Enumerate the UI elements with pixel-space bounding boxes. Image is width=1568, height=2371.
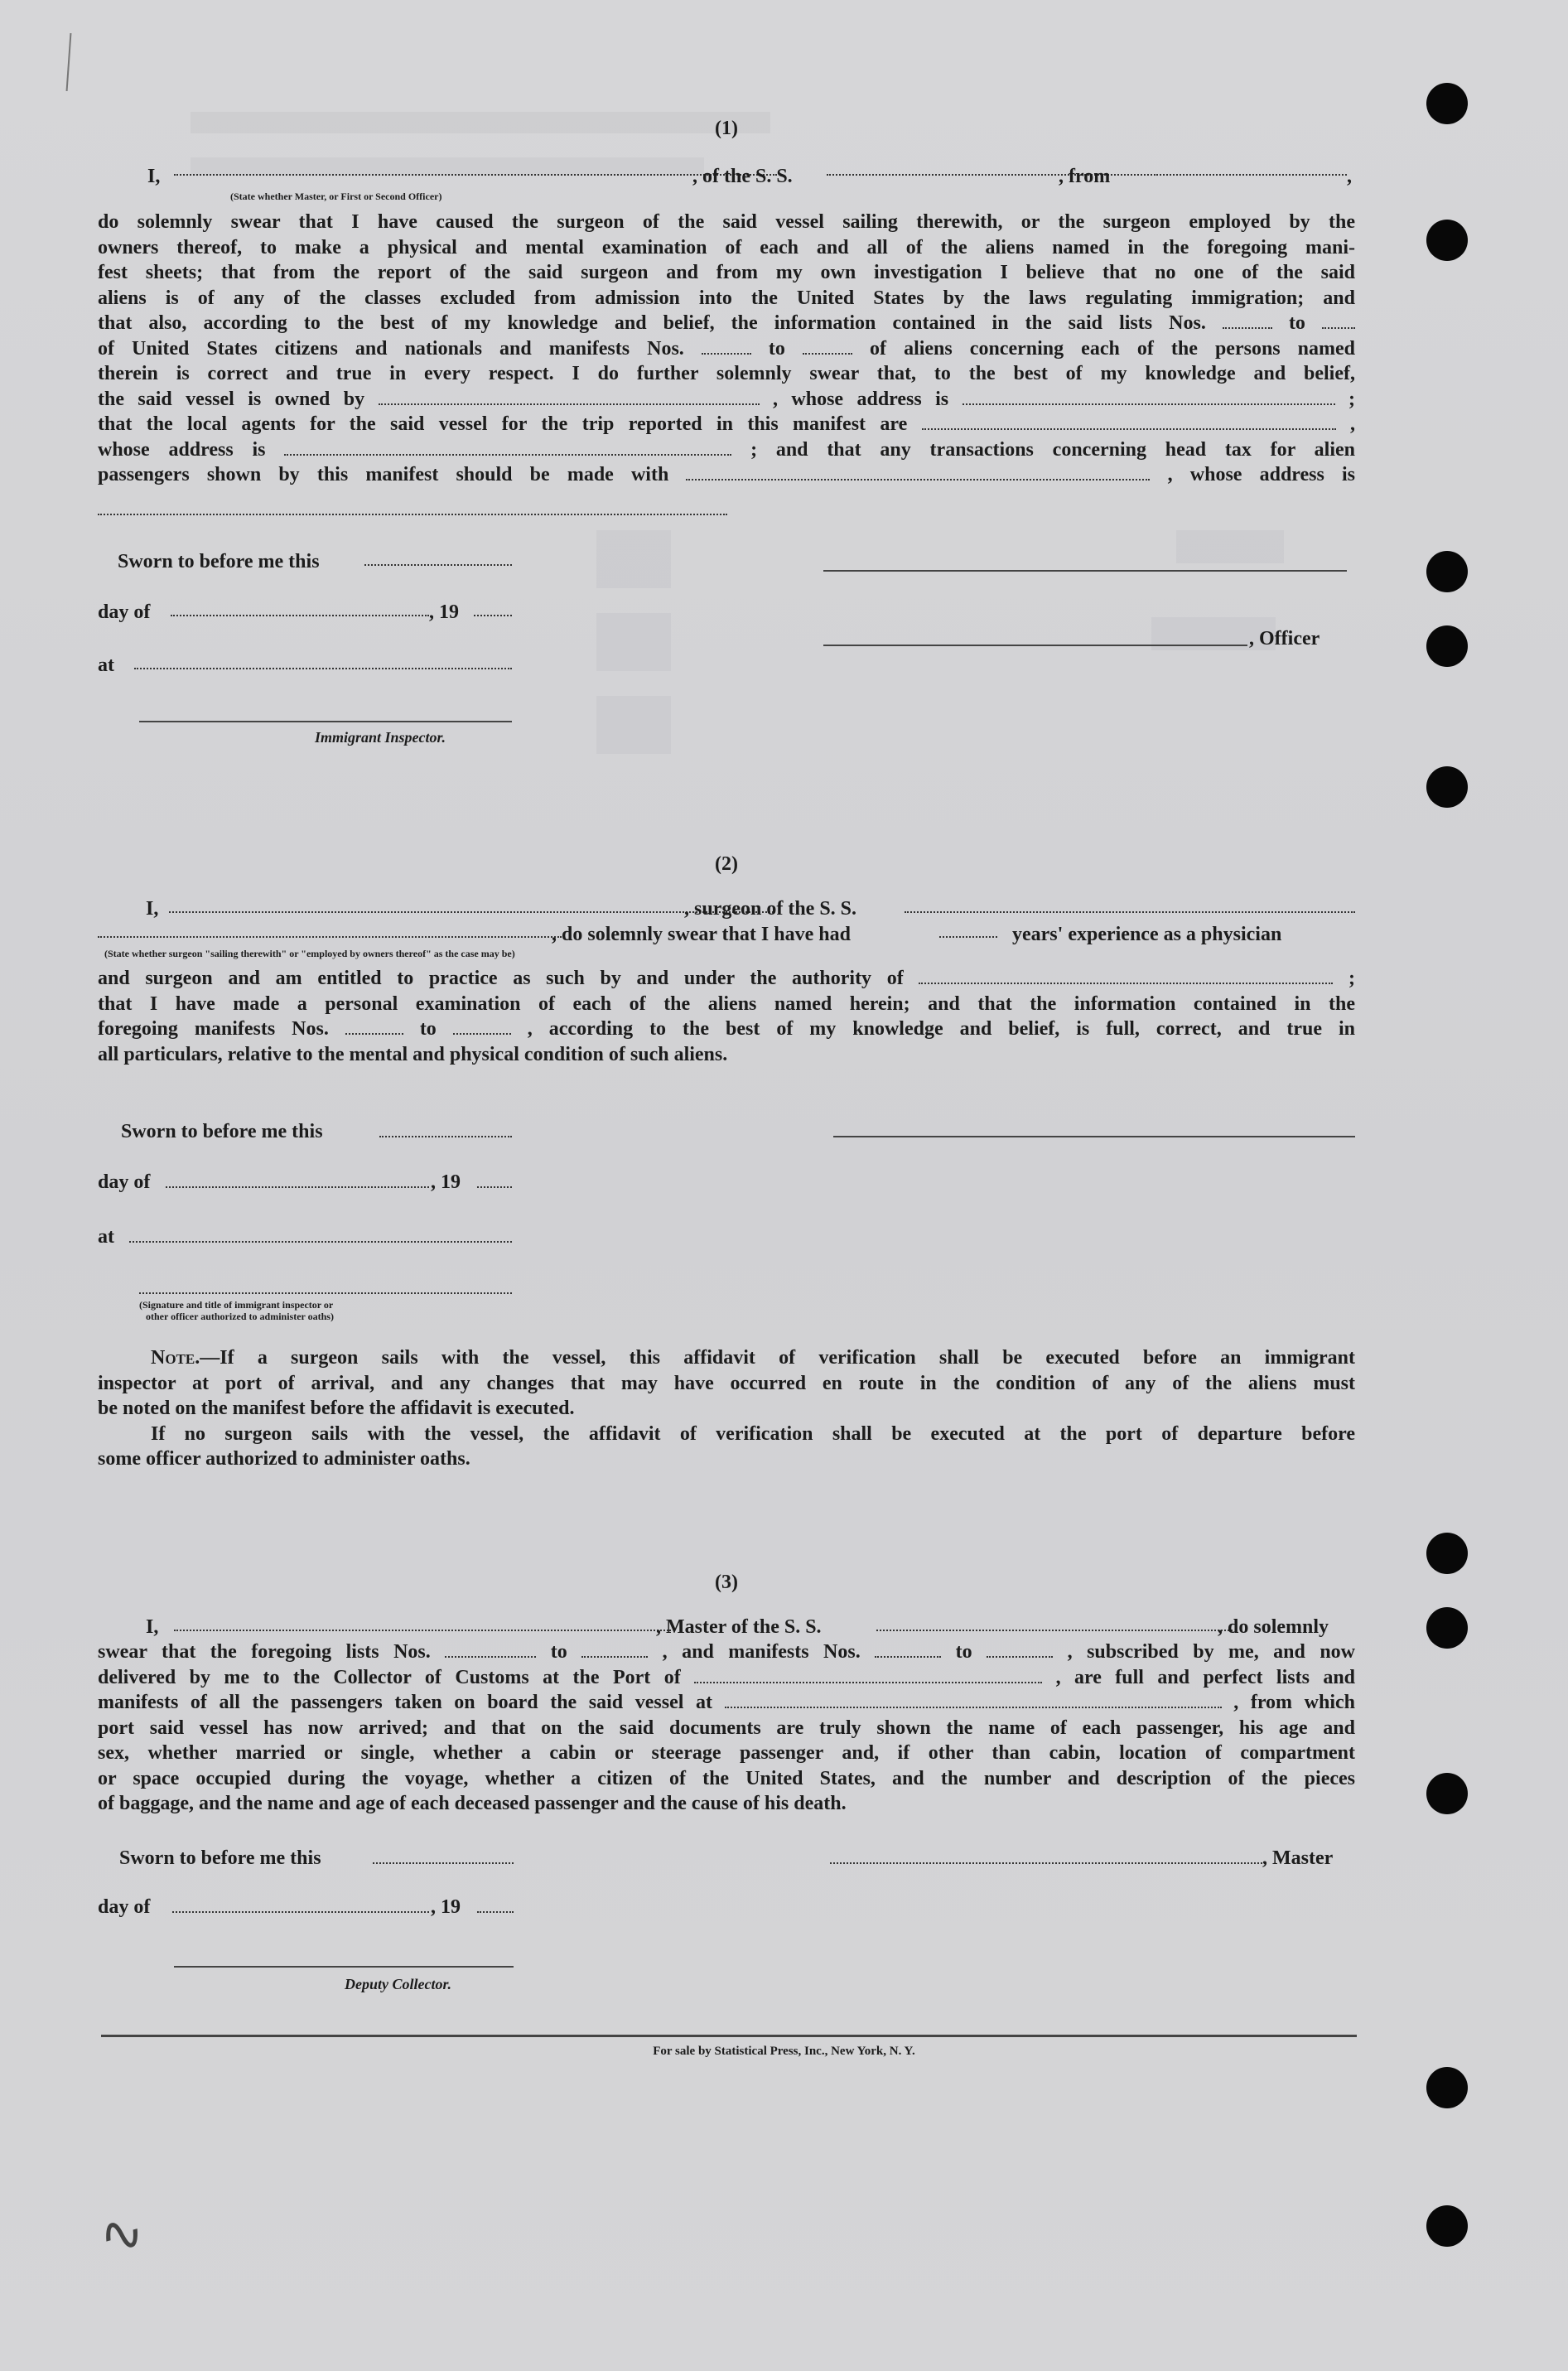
line-semicolon: ; [1348, 388, 1355, 410]
affidavit-line: of baggage, and the name and age of each deceased passenger and the cause of his death. [98, 1793, 847, 1814]
boarded-at-label: manifests of all the passengers taken on board the said vessel at [98, 1692, 713, 1713]
day-of-label: day of [98, 1896, 151, 1918]
day-of-label: day of [98, 601, 151, 623]
affidavit-line [98, 387, 1355, 413]
officer-name-field[interactable] [174, 174, 777, 176]
oath-pronoun: I, [147, 166, 161, 187]
affidavit-line: fest sheets; that from the report of the said surgeon and from my own investigation I believe that no one of the said [98, 262, 1355, 283]
affidavit-line [98, 1665, 1355, 1691]
section-number: (1) [715, 118, 738, 139]
page-edge-mark [66, 33, 72, 91]
owner-label: the said vessel is owned by [98, 388, 365, 410]
vessel-name-field[interactable] [905, 911, 1355, 913]
inspector-signature-line[interactable] [139, 1292, 512, 1294]
do-solemnly-label: , do solemnly [1218, 1616, 1329, 1638]
affidavit-line [98, 1690, 1355, 1716]
affidavit-line [98, 336, 1355, 362]
lists-clause: that also, according to the best of my knowledge and belief, the information contained in the said lists Nos. [98, 312, 1206, 334]
manifests-clause: of United States citizens and nationals and manifests Nos. [98, 337, 684, 360]
affidavit-line: owners thereof, to make a physical and mental examination of each and all of the aliens named in the foregoing mani- [98, 236, 1355, 258]
master-label: , Master [1262, 1847, 1334, 1869]
affidavit-line [98, 1639, 1355, 1665]
note-label: Note. [151, 1347, 200, 1369]
place-field[interactable] [134, 668, 512, 669]
affidavit-line: or space occupied during the voyage, whether a citizen of the United States, and the number and description of the pieces [98, 1767, 1355, 1789]
affidavit-line [98, 966, 1355, 992]
affidavit-line: aliens is of any of the classes excluded from admission into the United States by the laws regulating immigration; and [98, 287, 1355, 309]
collector-signature-line[interactable] [174, 1966, 514, 1968]
line-comma: , [1347, 166, 1352, 187]
section-number: (3) [715, 1572, 738, 1593]
master-name-field[interactable] [174, 1630, 671, 1631]
year-field[interactable] [477, 1911, 514, 1913]
sworn-day-field[interactable] [364, 564, 512, 566]
to-label: to [550, 1641, 567, 1663]
sworn-label: Sworn to before me this [119, 1847, 321, 1869]
note-line: inspector at port of arrival, and any changes that may have occurred en route in the condition of any of the aliens must [98, 1372, 1355, 1394]
binder-hole [1426, 2205, 1468, 2247]
officer-label: , Officer [1249, 628, 1320, 649]
sworn-day-field[interactable] [373, 1862, 514, 1864]
agents-address-label: whose address is [98, 438, 266, 461]
month-field[interactable] [171, 615, 429, 616]
sworn-label: Sworn to before me this [121, 1121, 323, 1142]
binder-hole [1426, 1607, 1468, 1649]
list-no-to-field[interactable] [1322, 312, 1355, 329]
port-label: delivered by me to the Collector of Customs at the Port of [98, 1666, 681, 1688]
from-which-label: , from which [1233, 1692, 1355, 1713]
oath-pronoun: I, [146, 898, 159, 920]
at-label: at [98, 1226, 114, 1248]
manifest-no-to-field[interactable] [453, 1018, 511, 1035]
aliens-clause: of aliens concerning each of the persons named [870, 337, 1356, 360]
binder-hole [1426, 1773, 1468, 1814]
surgeon-status-field[interactable] [98, 936, 562, 938]
manifest-no-to-field[interactable] [803, 338, 852, 355]
authority-field[interactable] [919, 968, 1333, 984]
of-ss-label: , of the S. S. [692, 166, 793, 187]
affidavit-line: therein is correct and true in every respect. I do further solemnly swear that, to the best of my knowledge and belief, [98, 363, 1355, 384]
year-field[interactable] [477, 1186, 512, 1188]
footer-rule [101, 2035, 1357, 2037]
binder-hole [1426, 766, 1468, 808]
departure-port-field[interactable] [1160, 174, 1347, 176]
deputy-collector-label: Deputy Collector. [345, 1976, 451, 1992]
year-label: , 19 [429, 601, 459, 623]
owner-name-field[interactable] [379, 389, 760, 405]
affidavit-master-delivery-section [98, 1570, 1355, 2001]
to-label: to [1288, 312, 1305, 334]
binder-hole [1426, 551, 1468, 592]
head-tax-address-label: , whose address is [1167, 464, 1356, 485]
instructions-note [98, 1345, 1355, 1472]
officer-signature-line[interactable] [823, 645, 1247, 646]
manifests-label: , and manifests Nos. [662, 1641, 861, 1663]
list-no-from-field[interactable] [445, 1641, 536, 1658]
affidavit-line [98, 1016, 1355, 1042]
affidavit-surgeon-section [98, 852, 1355, 1481]
binder-hole [1426, 625, 1468, 667]
affidavit-line [98, 462, 1355, 488]
affidavit-line: sex, whether married or single, whether a cabin or steerage passenger and, if other than cabin, location of compartment [98, 1742, 1355, 1764]
month-field[interactable] [172, 1911, 429, 1913]
head-tax-clause: ; and that any transactions concerning head tax for alien [750, 438, 1355, 461]
printer-imprint: For sale by Statistical Press, Inc., New York, N. Y. [653, 2045, 915, 2058]
at-label: at [98, 654, 114, 676]
sworn-label: Sworn to before me this [118, 551, 320, 572]
knowledge-clause: , according to the best of my knowledge and belief, is full, correct, and true in [527, 1018, 1356, 1040]
swear-experience-label: , do solemnly swear that I have had [552, 924, 851, 945]
note-line: some officer authorized to administer oaths. [98, 1448, 470, 1470]
affidavit-text [98, 966, 1355, 1067]
owner-address-label: , whose address is [772, 388, 949, 410]
affidavit-line: port said vessel has now arrived; and that on the said documents are truly shown the name of each passenger, his age and [98, 1717, 1355, 1739]
inspector-signature-line[interactable] [139, 721, 512, 722]
surgeon-name-field[interactable] [169, 911, 774, 913]
note-line [98, 1345, 1355, 1371]
to-label: to [955, 1641, 972, 1663]
surgeon-status-note: (State whether surgeon "sailing therewith" or "employed by owners thereof" as the case may be) [104, 948, 515, 959]
affidavit-line: do solemnly swear that I have caused the surgeon of the said vessel sailing therewith, or the surgeon employed by the [98, 211, 1355, 233]
agents-label: that the local agents for the said vessel for the trip reported in this manifest are [98, 413, 908, 435]
vessel-name-field[interactable] [876, 1630, 1233, 1631]
from-label: , from [1059, 166, 1111, 187]
line-semicolon: ; [1348, 968, 1356, 989]
year-field[interactable] [474, 615, 512, 616]
signature-note-line: (Signature and title of immigrant inspector or [139, 1299, 334, 1311]
year-label: , 19 [431, 1896, 461, 1918]
to-label: to [419, 1018, 437, 1040]
master-signature-line[interactable] [830, 1862, 1266, 1864]
to-label: to [768, 337, 785, 360]
binder-hole [1426, 220, 1468, 261]
handwritten-mark: ∿ [92, 2199, 152, 2270]
lists-label: swear that the foregoing lists Nos. [98, 1641, 431, 1663]
affidavit-line [98, 311, 1355, 336]
sworn-day-field[interactable] [379, 1136, 512, 1137]
agents-field[interactable] [922, 413, 1336, 430]
month-field[interactable] [166, 1186, 429, 1188]
manifest-no-to-field[interactable] [987, 1641, 1053, 1658]
perfect-lists-clause: , are full and perfect lists and [1055, 1666, 1356, 1688]
manifest-no-from-field[interactable] [345, 1018, 403, 1035]
binder-hole [1426, 1533, 1468, 1574]
affidavit-line: all particulars, relative to the mental and physical condition of such aliens. [98, 1043, 728, 1065]
affidavit-line [98, 412, 1355, 437]
binder-hole [1426, 2067, 1468, 2108]
port-field[interactable] [694, 1667, 1042, 1683]
manifests-label: foregoing manifests Nos. [98, 1018, 329, 1040]
master-of-ss-label: , Master of the S. S. [656, 1616, 822, 1638]
day-of-label: day of [98, 1171, 151, 1193]
boarding-port-field[interactable] [725, 1692, 1222, 1708]
master-signature-line[interactable] [823, 570, 1347, 572]
year-label: , 19 [431, 1171, 461, 1193]
authority-label: and surgeon and am entitled to practice as such by and under the authority of [98, 968, 904, 989]
oath-pronoun: I, [146, 1616, 159, 1638]
line-comma: , [1350, 413, 1356, 435]
list-no-to-field[interactable] [581, 1641, 648, 1658]
place-field[interactable] [129, 1241, 512, 1243]
note-line: be noted on the manifest before the affidavit is executed. [98, 1398, 575, 1419]
affidavit-text [98, 210, 1355, 488]
list-no-from-field[interactable] [1223, 312, 1272, 329]
surgeon-of-ss-label: , surgeon of the S. S. [684, 898, 857, 920]
subscribed-clause: , subscribed by me, and now [1067, 1641, 1356, 1663]
owner-address-field[interactable] [963, 389, 1335, 405]
note-line: If no surgeon sails with the vessel, the affidavit of verification shall be executed at the port of departure before [151, 1422, 1355, 1445]
affidavit-line: that I have made a personal examination of each of the aliens named herein; and that the information contained in the [98, 992, 1355, 1015]
binder-hole [1426, 83, 1468, 124]
officer-rank-note: (State whether Master, or First or Second Officer) [230, 191, 442, 202]
agents-address-field[interactable] [284, 439, 731, 456]
immigrant-inspector-label: Immigrant Inspector. [315, 729, 446, 746]
affidavit-master-section [98, 116, 1355, 712]
manifest-no-from-field[interactable] [875, 1641, 941, 1658]
head-tax-party-label: passengers shown by this manifest should be made with [98, 464, 669, 485]
manifest-no-from-field[interactable] [702, 338, 751, 355]
surgeon-signature-line[interactable] [833, 1136, 1355, 1137]
affidavit-line [98, 437, 1355, 463]
note-text: —If a surgeon sails with the vessel, this affidavit of verification shall be executed before an immigrant [200, 1347, 1355, 1369]
signature-note-line: other officer authorized to administer oaths) [146, 1311, 334, 1322]
section-number: (2) [715, 853, 738, 875]
years-experience-label: years' experience as a physician [1012, 924, 1282, 945]
affidavit-text [98, 1639, 1355, 1817]
head-tax-address-field[interactable] [98, 514, 727, 515]
years-field[interactable] [939, 936, 997, 938]
head-tax-party-field[interactable] [686, 464, 1150, 480]
